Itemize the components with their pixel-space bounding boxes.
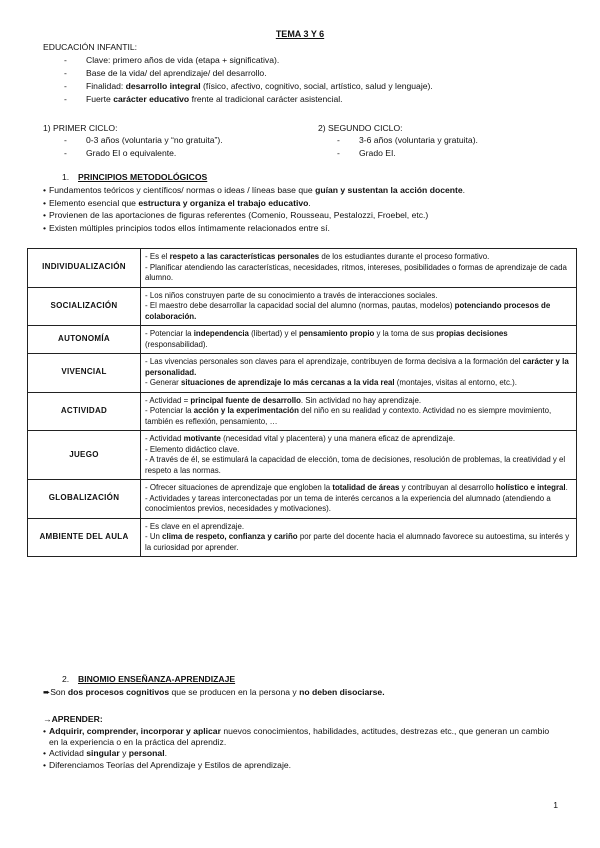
table-row — [28, 480, 577, 519]
principios-number: 1. — [62, 172, 70, 182]
principle-description: - Potenciar la independencia (libertad) y el pensamiento propio y la toma de sus propias decisiones (responsabilidad). — [141, 326, 577, 354]
principle-name: AUTONOMÍA — [28, 326, 141, 354]
table-row — [28, 326, 577, 354]
infantil-heading: EDUCACIÓN INFANTIL: — [43, 42, 138, 52]
table-row — [28, 249, 577, 288]
list-item: - Fuerte carácter educativo frente al tradicional carácter asistencial. — [64, 94, 433, 107]
list-item: - Finalidad: desarrollo integral (físico, afectivo, cognitivo, social, artístico, salud y lenguaje). — [64, 81, 433, 94]
page-title: TEMA 3 Y 6 — [275, 29, 325, 39]
aprender-heading: →APRENDER: — [43, 714, 103, 724]
principle-name: GLOBALIZACIÓN — [28, 480, 141, 519]
list-item: • Actividad singular y personal. — [43, 748, 167, 759]
table-row — [28, 518, 577, 557]
list-item: • Fundamentos teóricos y científicos/ normas o ideas / líneas base que guían y sustentan la acción docente. — [43, 185, 465, 198]
principle-name: SOCIALIZACIÓN — [28, 287, 141, 326]
table-row — [28, 287, 577, 326]
list-item: • Existen múltiples principios todos ellos íntimamente relacionados entre sí. — [43, 223, 465, 236]
principle-name: JUEGO — [28, 431, 141, 480]
table-row — [28, 392, 577, 431]
principle-description: - Actividad = principal fuente de desarrollo. Sin actividad no hay aprendizaje. - Potenciar la acción y la experimentación del niño en su realidad y contexto. Actividad no es siempre movimiento, también es reflexión, pensamiento, … — [141, 392, 577, 431]
principle-name: ACTIVIDAD — [28, 392, 141, 431]
principle-name: AMBIENTE DEL AULA — [28, 518, 141, 557]
table-row — [28, 431, 577, 480]
principle-description: - Actividad motivante (necesidad vital y placentera) y una manera eficaz de aprendizaje. - Elemento didáctico clave. - A través de él, se estimulará la capacidad de elección, toma de decisiones, resolución de problemas, la creatividad y el respeto a las normas. — [141, 431, 577, 480]
list-item: - 3-6 años (voluntaria y gratuita). — [337, 135, 478, 148]
aprender-bullets — [43, 726, 553, 771]
infantil-list — [64, 55, 433, 107]
binomio-heading: BINOMIO ENSEÑANZA-APRENDIZAJE — [78, 674, 236, 684]
principle-description: - Es el respeto a las características personales de los estudiantes durante el proceso formativo. - Planificar atendiendo las características, necesidades, ritmos, intereses, posibilidades o formas de aprendizaje de cada alumno. — [141, 249, 577, 288]
list-item: - 0-3 años (voluntaria y “no gratuita”). — [64, 135, 223, 148]
binomio-number: 2. — [62, 674, 70, 684]
principle-name: INDIVIDUALIZACIÓN — [28, 249, 141, 288]
list-item: • Provienen de las aportaciones de figuras referentes (Comenio, Rousseau, Pestalozzi, Froebel, etc.) — [43, 210, 465, 223]
segundo-ciclo-list — [337, 135, 478, 161]
list-item: • Diferenciamos Teorías del Aprendizaje y Estilos de aprendizaje. — [43, 759, 292, 770]
segundo-ciclo-heading: 2) SEGUNDO CICLO: — [318, 123, 403, 133]
principle-description: - Las vivencias personales son claves para el aprendizaje, contribuyen de forma decisiva a la formación del carácter y la personalidad. - Generar situaciones de aprendizaje lo más cercanas a la vida real (montajes, visitas al entorno, etc.). — [141, 354, 577, 393]
principios-bullets — [43, 185, 465, 235]
list-item: • Adquirir, comprender, incorporar y aplicar nuevos conocimientos, habilidades, actitudes, destrezas etc., que generan un cambio en la experiencia o en la práctica del aprendiz. — [43, 726, 550, 748]
principle-description: - Los niños construyen parte de su conocimiento a través de interacciones sociales. - El maestro debe desarrollar la capacidad social del alumno (normas, pautas, modelos) potenciando procesos de colaboración. — [141, 287, 577, 326]
principles-table — [27, 248, 577, 557]
list-item: - Base de la vida/ del aprendizaje/ del desarrollo. — [64, 68, 433, 81]
principle-description: - Ofrecer situaciones de aprendizaje que engloben la totalidad de áreas y contribuyan al desarrollo holístico e integral. - Actividades y tareas interconectadas por un tema de interés cercanos a la experiencia del alumnado (atendiendo a conocimientos previos, necesidades y motivaciones). — [141, 480, 577, 519]
primer-ciclo-list — [64, 135, 223, 161]
list-item: - Grado EI o equivalente. — [64, 148, 223, 161]
list-item: - Clave: primero años de vida (etapa + significativa). — [64, 55, 433, 68]
principle-name: VIVENCIAL — [28, 354, 141, 393]
list-item: • Elemento esencial que estructura y organiza el trabajo educativo. — [43, 198, 465, 211]
principle-description: - Es clave en el aprendizaje. - Un clima de respeto, confianza y cariño por parte del docente hacia el alumnado favorece su autoestima, su interés y la curiosidad por aprender. — [141, 518, 577, 557]
list-item: - Grado EI. — [337, 148, 478, 161]
binomio-intro: ➨Son dos procesos cognitivos que se producen en la persona y no deben disociarse. — [43, 687, 385, 697]
table-row — [28, 354, 577, 393]
primer-ciclo-heading: 1) PRIMER CICLO: — [43, 123, 118, 133]
principios-heading: PRINCIPIOS METODOLÓGICOS — [78, 172, 208, 182]
page-number: 1 — [553, 800, 558, 810]
